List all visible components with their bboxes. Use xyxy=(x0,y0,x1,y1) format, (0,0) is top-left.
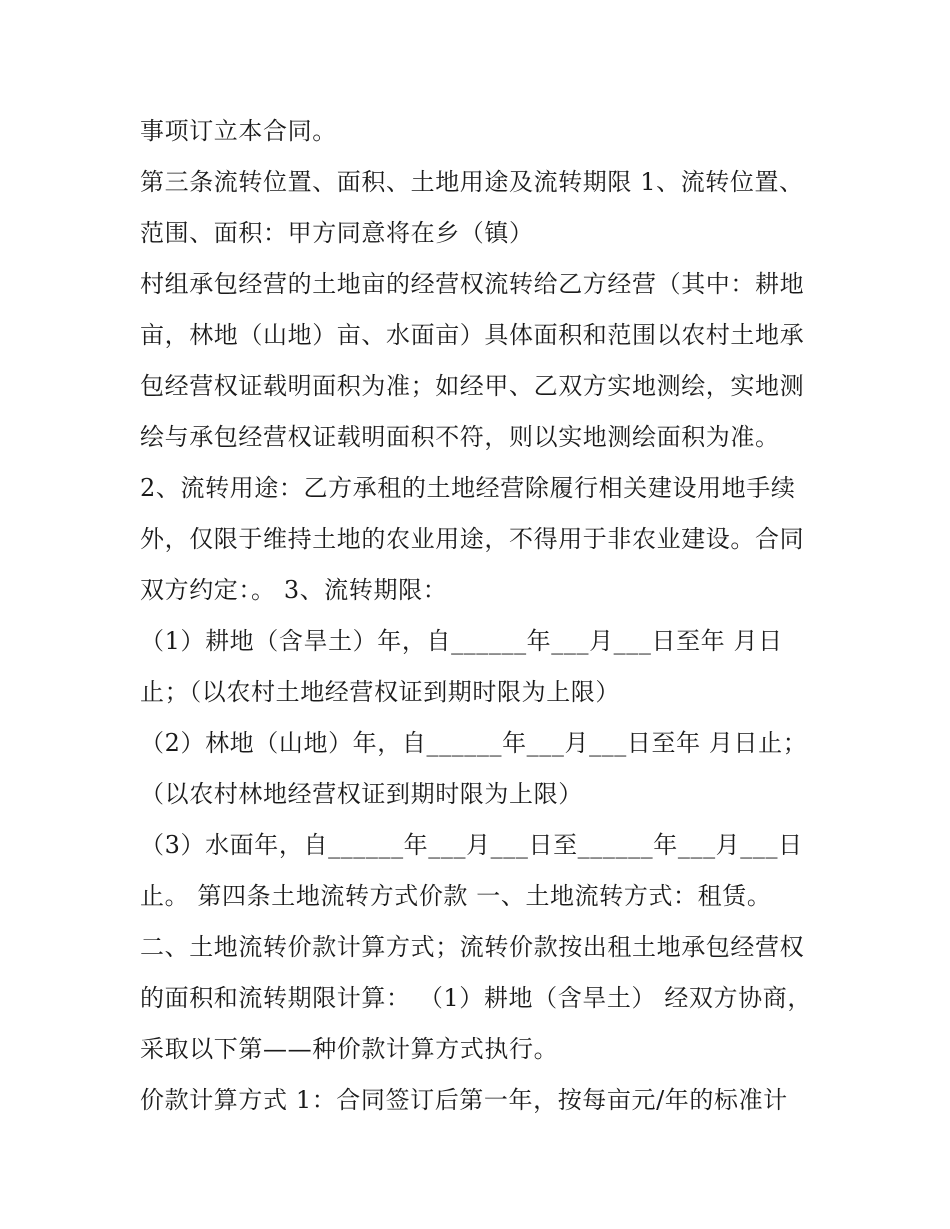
text-line: 范围、面积：甲方同意将在乡（镇） xyxy=(140,219,534,247)
text-line: 亩，林地（山地）亩、水面亩）具体面积和范围以农村土地承 xyxy=(140,321,805,349)
text-line: 价款计算方式 1：合同签订后第一年，按每亩元/年的标准计 xyxy=(140,1086,788,1114)
text-line: （3）水面年，自______年___月___日至______年___月___日 xyxy=(140,831,803,859)
text-line: 采取以下第——种价款计算方式执行。 xyxy=(140,1035,559,1063)
text-line: 村组承包经营的土地亩的经营权流转给乙方经营（其中：耕地 xyxy=(140,270,805,298)
text-line: 止。 第四条土地流转方式价款 一、土地流转方式：租赁。 xyxy=(140,882,772,910)
text-line: 双方约定：。 3、流转期限： xyxy=(140,576,448,604)
text-line: （以农村林地经营权证到期时限为上限） xyxy=(140,780,583,808)
text-line: 2、流转用途：乙方承租的土地经营除履行相关建设用地手续 xyxy=(140,474,796,502)
text-line: 第三条流转位置、面积、土地用途及流转期限 1、流转位置、 xyxy=(140,168,804,196)
text-line: 二、土地流转价款计算方式；流转价款按出租土地承包经营权 xyxy=(140,933,805,961)
document-body xyxy=(140,106,820,1126)
text-line: 外，仅限于维持土地的农业用途，不得用于非农业建设。合同 xyxy=(140,525,805,553)
text-line: 的面积和流转期限计算： （1）耕地（含旱土） 经双方协商， xyxy=(140,984,812,1012)
text-line: 包经营权证载明面积为准；如经甲、乙双方实地测绘，实地测 xyxy=(140,372,805,400)
text-line: （2）林地（山地）年，自______年___月___日至年 月日止； xyxy=(140,729,808,757)
text-line: （1）耕地（含旱土）年，自______年___月___日至年 月日 xyxy=(140,627,783,655)
text-line: 绘与承包经营权证载明面积不符，则以实地测绘面积为准。 xyxy=(140,423,780,451)
text-line: 事项订立本合同。 xyxy=(140,117,337,145)
text-line: 止；（以农村土地经营权证到期时限为上限） xyxy=(140,678,620,706)
